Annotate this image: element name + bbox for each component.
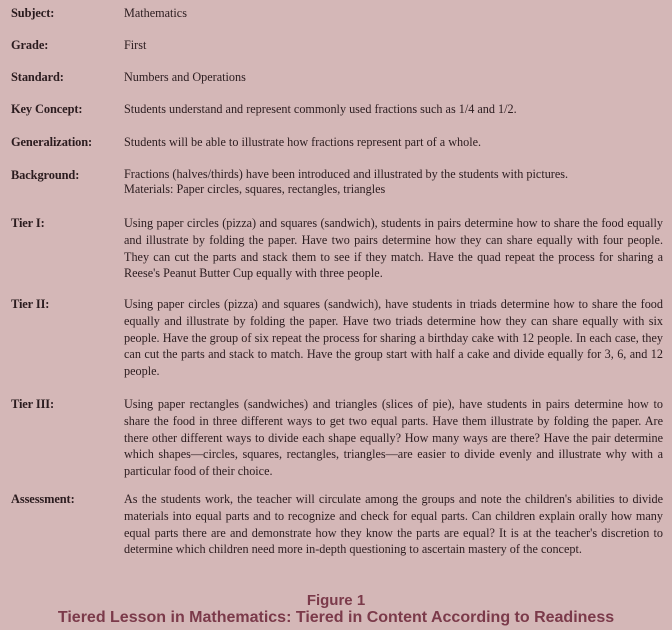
row-label: Background: <box>11 168 80 182</box>
row-label: Tier III: <box>11 397 55 411</box>
row-value: Students understand and represent commonly used fractions such as 1/4 and 1/2. <box>124 102 517 116</box>
row-label: Grade: <box>11 38 49 52</box>
row-value: As the students work, the teacher will circulate among the groups and note the children's abilities to divide materials into equal parts and to recognize and check for equal parts. Can children explain orally how many equal parts there are and demonstrate how they know the parts are equal? It is at the teacher's discretion to determine which children need more in-depth questioning to ascertain mastery of the concept. <box>124 492 663 557</box>
row-value: Students will be able to illustrate how fractions represent part of a whole. <box>124 135 482 149</box>
row-label: Tier II: <box>11 297 50 311</box>
row-label: Tier I: <box>11 216 45 230</box>
row-label: Standard: <box>11 70 64 84</box>
row-value: Using paper rectangles (sandwiches) and triangles (slices of pie), have students in pairs determine how to share the food in three different ways to get two equal parts. Have them illustrate by folding the paper. Are there other different ways to divide each shape equally? How many ways are there? Have the pair determine which shapes—circles, squares, rectangles, triangles—are easier to divide evenly and illustrate why with a particular food of their choice. <box>124 397 663 479</box>
row-value <box>124 167 663 197</box>
row-label: Key Concept: <box>11 102 83 116</box>
row-value: Using paper circles (pizza) and squares (sandwich), students in pairs determine how to share the food equally and illustrate by folding the paper. Have two pairs determine how they can share equally with four people. They can cut the parts and stack them to see if they match. Have the quad repeat the process for sharing a Reese's Peanut Butter Cup equally with three people. <box>124 216 663 281</box>
row-label: Assessment: <box>11 492 75 506</box>
figure-title: Tiered Lesson in Mathematics: Tiered in Content According to Readiness <box>57 609 615 626</box>
row-value: Using paper circles (pizza) and squares (sandwich), have students in triads determine how to share the food equally and illustrate by folding the paper. Have two triads determine how they can share equally with six people. Have the group of six repeat the process for sharing a birthday cake with 12 people. In each case, they can cut the parts and stack to match. Have the group start with half a cake and divide equally for 3, 6, and 12 people. <box>124 297 663 379</box>
materials-text: Materials: Paper circles, squares, rectangles, triangles <box>124 182 386 196</box>
figure-label: Figure 1 <box>306 592 366 609</box>
row-value: First <box>124 38 147 52</box>
row-value: Numbers and Operations <box>124 70 246 84</box>
row-value: Mathematics <box>124 6 187 20</box>
background-text: Fractions (halves/thirds) have been introduced and illustrated by the students with pictures. <box>124 167 569 181</box>
row-label: Generalization: <box>11 135 93 149</box>
row-label: Subject: <box>11 6 55 20</box>
